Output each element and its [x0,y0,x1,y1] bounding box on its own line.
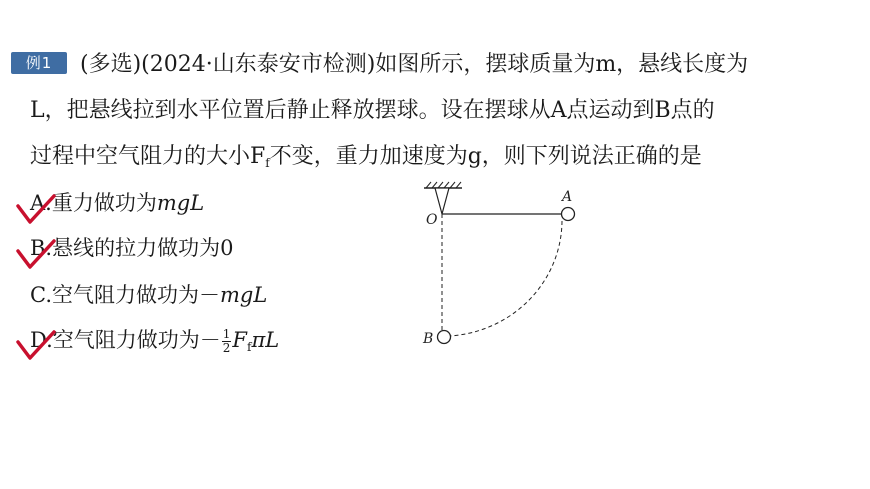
ball-b [438,331,451,344]
option-d[interactable] [30,326,279,361]
option-a[interactable] [30,189,204,217]
pivot-support [435,188,449,214]
ceiling-hatch [426,182,461,188]
question-line-1-text: (多选)(2024·山东泰安市检测)如图所示，摆球质量为m，悬线长度为 [80,52,749,77]
check-mark-icon-b [14,237,56,273]
label-a: A [562,189,573,205]
option-c-text: 空气阻力做功为－ [52,283,220,307]
option-c-math: mgL [220,283,268,307]
option-d-force-subscript: f [246,340,252,354]
question-line-3-text-b: 不变，重力加速度为g，则下列说法正确的是 [269,144,702,169]
check-mark-icon-a [14,192,56,228]
check-mark-icon-d [14,328,56,364]
option-d-text: 空气阻力做功为－ [52,328,221,352]
question-line-3-text-a: 过程中空气阻力的大小F [30,144,266,169]
option-b-text: 悬线的拉力做功为0 [52,236,234,260]
pendulum-diagram [420,180,590,355]
swing-arc [449,221,562,336]
option-d-label: D. [30,328,53,352]
fraction-denominator: 2 [222,341,231,355]
label-b: B [423,331,434,347]
option-c[interactable] [30,281,267,309]
question-line-3 [30,142,702,178]
question-line-3-subscript: f [265,156,270,170]
fraction-numerator: 1 [222,327,231,341]
label-o: O [426,212,438,228]
question-line-2 [30,96,715,126]
option-d-force: F [232,328,247,352]
option-b-label: B. [30,236,53,260]
ball-a [562,208,575,221]
option-c-label: C. [30,283,52,307]
option-b[interactable] [30,234,233,262]
option-d-fraction [222,328,232,355]
question-line-2-text: L，把悬线拉到水平位置后静止释放摆球。设在摆球从A点运动到B点的 [30,98,715,123]
option-d-tail: πL [251,328,280,352]
option-a-label: A. [30,191,52,215]
question-line-1 [80,50,748,80]
option-a-text: 重力做功为 [51,191,157,215]
option-a-math: mgL [156,191,205,215]
example-badge: 例1 [11,52,67,74]
